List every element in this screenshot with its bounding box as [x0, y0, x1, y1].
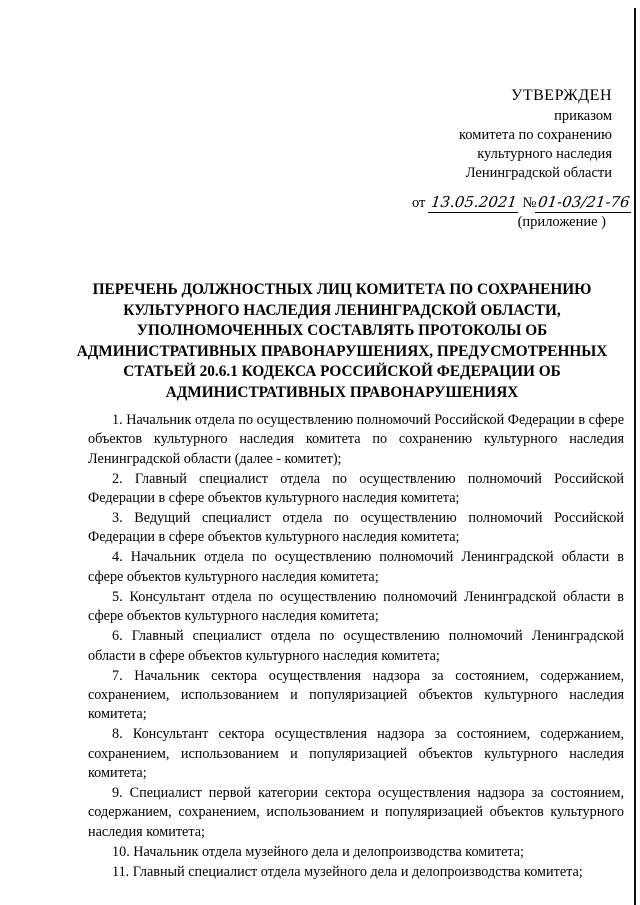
- approval-date-line: [412, 193, 631, 213]
- approval-line: культурного наследия: [477, 146, 612, 162]
- list-item: 11. Главный специалист отдела музейного дела и делопроизводства комитета;: [112, 863, 583, 880]
- appendix-note: (приложение ): [517, 214, 606, 230]
- date-prefix: от: [412, 195, 426, 211]
- list-item: 4. Начальник отдела по осуществлению полномочий Ленинградской области в сфере объектов культурного наследия комитета;: [88, 549, 624, 585]
- list-item: 9. Специалист первой категории сектора осуществления надзора за состоянием, содержанием, сохранением, использованием и популяризацией объектов культурного наследия комитета;: [88, 785, 624, 840]
- scan-edge-line: [634, 8, 636, 905]
- list-item: 3. Ведущий специалист отдела по осуществлению полномочий Российской Федерации в сфере объектов культурного наследия комитета;: [88, 510, 624, 546]
- handwritten-number: 01-03/21-76: [535, 193, 633, 213]
- approval-line: комитета по сохранению: [458, 127, 612, 143]
- approval-heading: УТВЕРЖДЕН: [511, 87, 612, 104]
- approval-line: Ленинградской области: [465, 165, 612, 181]
- list-item: 6. Главный специалист отдела по осуществлению полномочий Ленинградской области в сфере объектов культурного наследия комитета;: [88, 628, 624, 664]
- list-item: 2. Главный специалист отдела по осуществлению полномочий Российской Федерации в сфере объектов культурного наследия комитета;: [88, 470, 624, 506]
- list-item: 7. Начальник сектора осуществления надзора за состоянием, содержанием, сохранением, использованием и популяризацией объектов культурного наследия комитета;: [88, 667, 624, 723]
- list-item: 1. Начальник отдела по осуществлению полномочий Российской Федерации в сфере объектов культурного наследия комитета по сохранению культурного наследия Ленинградской области (далее - комитет);: [88, 412, 624, 467]
- list-item: 8. Консультант сектора осуществления надзора за состоянием, содержанием, сохранением, использованием и популяризацией объектов культурного наследия комитета;: [88, 726, 624, 781]
- list-item: 5. Консультант отдела по осуществлению полномочий Ленинградской области в сфере объектов культурного наследия комитета;: [88, 588, 624, 625]
- list-item: 10. Начальник отдела музейного дела и делопроизводства комитета;: [112, 843, 524, 860]
- officials-list: [88, 411, 624, 883]
- handwritten-date: 13.05.2021: [428, 193, 520, 213]
- approval-stamp: [412, 86, 631, 232]
- approval-line: приказом: [554, 108, 612, 124]
- document-title: ПЕРЕЧЕНЬ ДОЛЖНОСТНЫХ ЛИЦ КОМИТЕТА ПО СОХРАНЕНИЮ КУЛЬТУРНОГО НАСЛЕДИЯ ЛЕНИНГРАДСКОЙ ОБЛАСТИ, УПОЛНОМОЧЕННЫХ СОСТАВЛЯТЬ ПРОТОКОЛЫ ОБ АДМИНИСТРАТИВНЫХ ПРАВОНАРУШЕНИЯХ, ПРЕДУСМОТРЕННЫХ СТАТЬЕЙ 20.6.1 КОДЕКСА РОССИЙСКОЙ ФЕДЕРАЦИИ ОБ АДМИНИСТРАТИВНЫХ ПРАВОНАРУШЕНИЯХ: [76, 281, 608, 401]
- number-prefix: №: [522, 195, 537, 211]
